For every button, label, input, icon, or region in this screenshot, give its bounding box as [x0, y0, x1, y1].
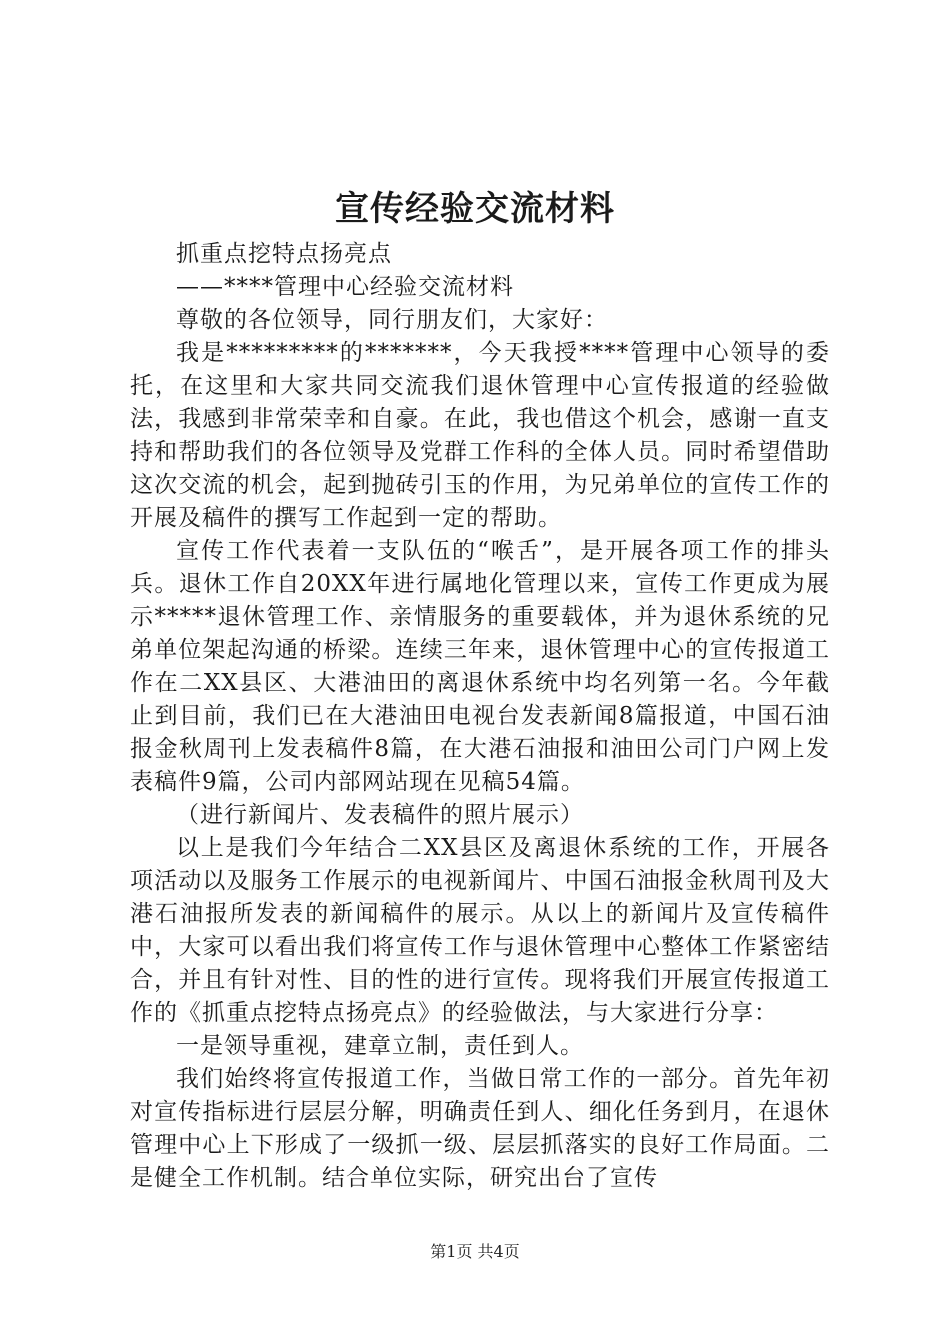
subtitle-source: ——****管理中心经验交流材料	[176, 274, 514, 300]
subtitle: 抓重点挖特点扬亮点	[176, 241, 392, 267]
paragraph-achievements: 宣传工作代表着一支队伍的“喉舌”，是开展各项工作的排头兵。退休工作自20XX年进行属地化管理以来，宣传工作更成为展示*****退休管理工作、亲情服务的重要载体，并为退休系统的兄弟单位架起沟通的桥梁。连续三年来，退休管理中心的宣传报道工作在二XX县区、大港油田的离退休系统中均名列第一名。今年截止到目前，我们已在大港油田电视台发表新闻8篇报道，中国石油报金秋周刊上发表稿件8篇，在大港石油报和油田公司门户网上发表稿件9篇，公司内部网站现在见稿54篇。	[130, 538, 830, 795]
greeting: 尊敬的各位领导，同行朋友们，大家好：	[176, 307, 608, 333]
document-body	[130, 238, 830, 1195]
paragraph-photo-note: （进行新闻片、发表稿件的照片展示）	[176, 802, 584, 828]
document-title: 宣传经验交流材料	[335, 189, 615, 229]
page-footer: 第1页 共4页	[430, 1242, 520, 1261]
section-heading-1: 一是领导重视，建章立制，责任到人。	[176, 1033, 584, 1059]
paragraph-section-1: 我们始终将宣传报道工作，当做日常工作的一部分。首先年初对宣传指标进行层层分解，明确责任到人、细化任务到月，在退休管理中心上下形成了一级抓一级、层层抓落实的良好工作局面。二是健全工作机制。结合单位实际，研究出台了宣传	[130, 1066, 830, 1191]
paragraph-intro: 我是*********的*******，今天我授****管理中心领导的委托，在这里和大家共同交流我们退休管理中心宣传报道的经验做法，我感到非常荣幸和自豪。在此，我也借这个机会，感谢一直支持和帮助我们的各位领导及党群工作科的全体人员。同时希望借助这次交流的机会，起到抛砖引玉的作用，为兄弟单位的宣传工作的开展及稿件的撰写工作起到一定的帮助。	[130, 340, 830, 531]
paragraph-summary: 以上是我们今年结合二XX县区及离退休系统的工作，开展各项活动以及服务工作展示的电视新闻片、中国石油报金秋周刊及大港石油报所发表的新闻稿件的展示。从以上的新闻片及宣传稿件中，大家可以看出我们将宣传工作与退休管理中心整体工作紧密结合，并且有针对性、目的性的进行宣传。现将我们开展宣传报道工作的《抓重点挖特点扬亮点》的经验做法，与大家进行分享：	[130, 835, 830, 1026]
